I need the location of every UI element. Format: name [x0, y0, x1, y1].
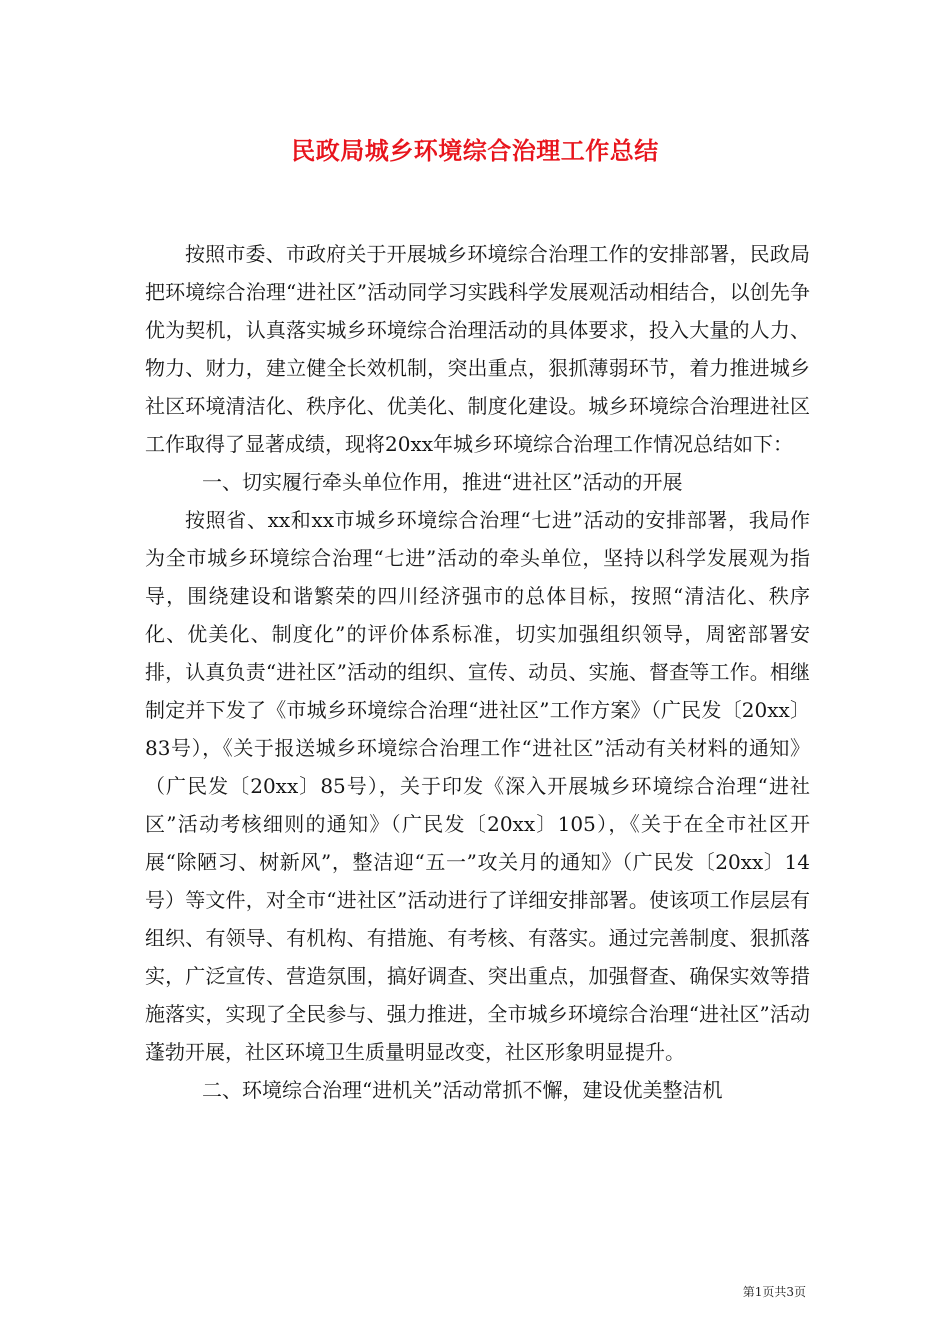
section-heading-1: 一、切实履行牵头单位作用，推进“进社区”活动的开展 — [202, 470, 683, 494]
section-1-paragraph: 按照省、xx和xx市城乡环境综合治理“七进”活动的安排部署，我局作为全市城乡环境综合治理“七进”活动的牵头单位，坚持以科学发展观为指导，围绕建设和谐繁荣的四川经济强市的总体目标，按照“清洁化、秩序化、优美化、制度化”的评价体系标准，切实加强组织领导，周密部署安排，认真负责“进社区”活动的组织、宣传、动员、实施、督查等工作。相继制定并下发了《市城乡环境综合治理“进社区”工作方案》（广民发〔20xx〕83号），《关于报送城乡环境综合治理工作“进社区”活动有关材料的通知》（广民发〔20xx〕85号），关于印发《深入开展城乡环境综合治理“进社区”活动考核细则的通知》（广民发〔20xx〕105），《关于在全市社区开展“除陋习、树新风”，整洁迎“五一”攻关月的通知》（广民发〔20xx〕14号）等文件，对全市“进社区”活动进行了详细安排部署。使该项工作层层有组织、有领导、有机构、有措施、有考核、有落实。通过完善制度、狠抓落实，广泛宣传、营造氛围，搞好调查、突出重点，加强督查、确保实效等措施落实，实现了全民参与、强力推进，全市城乡环境综合治理“进社区”活动蓬勃开展，社区环境卫生质量明显改变，社区形象明显提升。 — [145, 508, 810, 1064]
section-heading-2: 二、环境综合治理“进机关”活动常抓不懈，建设优美整洁机 — [202, 1078, 723, 1102]
page-number: 第1页共3页 — [742, 1285, 806, 1299]
document-body — [145, 235, 810, 1109]
intro-paragraph: 按照市委、市政府关于开展城乡环境综合治理工作的安排部署，民政局把环境综合治理“进社区”活动同学习实践科学发展观活动相结合，以创先争优为契机，认真落实城乡环境综合治理活动的具体要求，投入大量的人力、物力、财力，建立健全长效机制，突出重点，狠抓薄弱环节，着力推进城乡社区环境清洁化、秩序化、优美化、制度化建设。城乡环境综合治理进社区工作取得了显著成绩，现将20xx年城乡环境综合治理工作情况总结如下： — [145, 242, 810, 456]
document-title: 民政局城乡环境综合治理工作总结 — [291, 136, 659, 165]
